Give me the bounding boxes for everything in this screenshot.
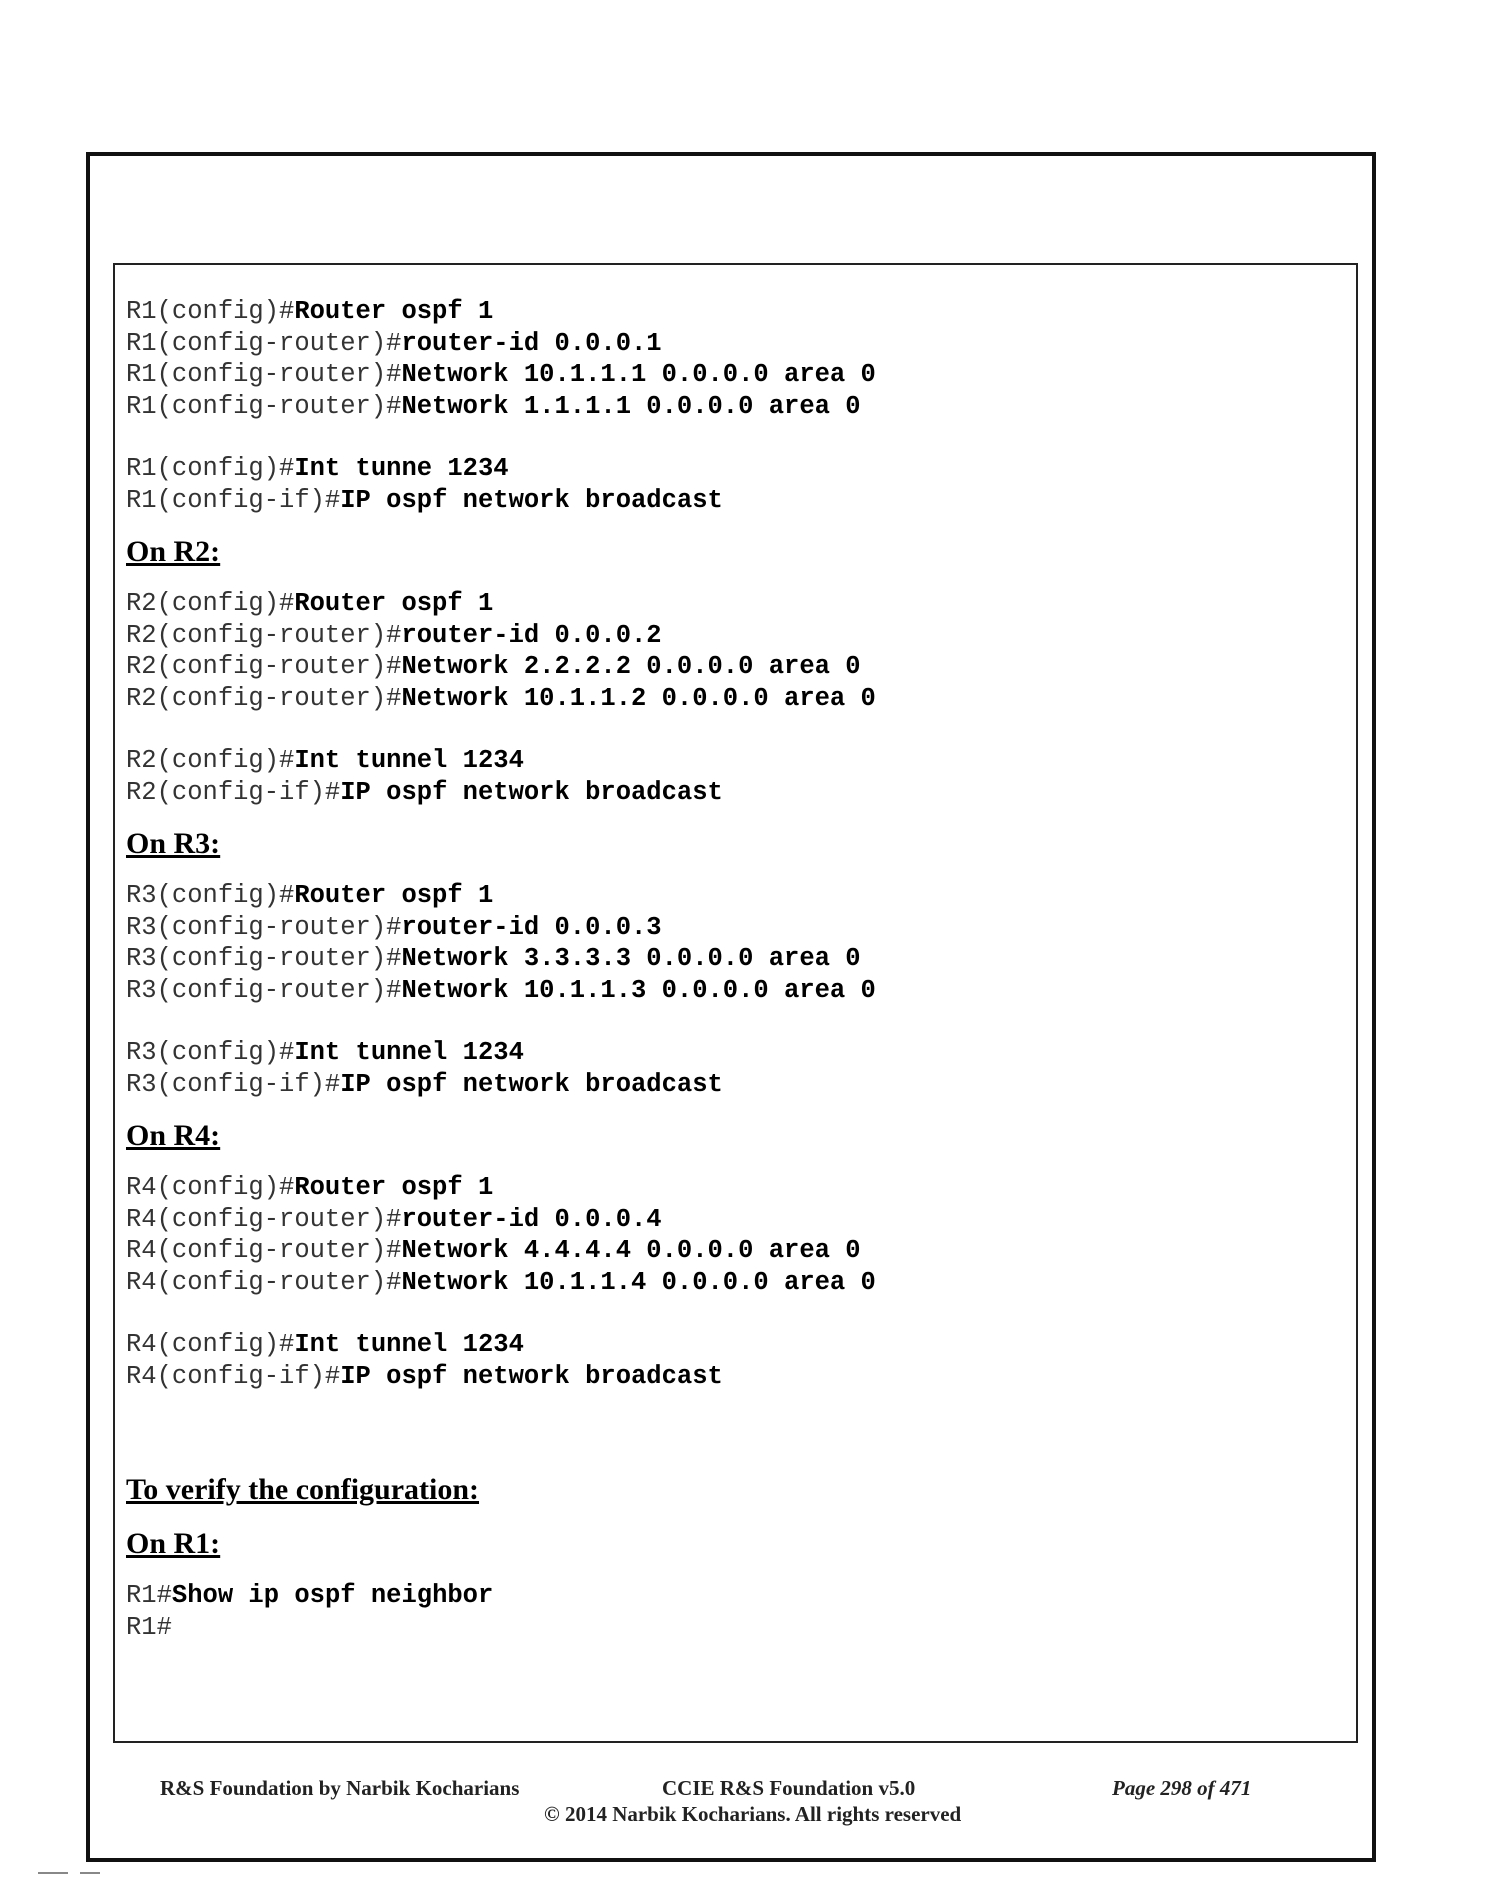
cli-command: Int tunnel 1234 bbox=[294, 746, 524, 775]
cli-line bbox=[126, 359, 1326, 391]
section-heading: To verify the configuration: bbox=[126, 1473, 480, 1506]
spacer bbox=[126, 1562, 1326, 1580]
cli-command: Network 4.4.4.4 0.0.0.0 area 0 bbox=[401, 1236, 861, 1265]
cli-prompt: R2(config)# bbox=[126, 589, 295, 618]
section-heading: On R3: bbox=[126, 827, 221, 860]
cli-prompt: R4(config-router)# bbox=[126, 1267, 402, 1297]
cli-line bbox=[126, 651, 1326, 683]
cli-line bbox=[126, 1204, 1326, 1236]
cli-command: router-id 0.0.0.1 bbox=[401, 328, 662, 358]
cli-command: IP ospf network broadcast bbox=[340, 485, 723, 515]
cli-prompt: R3(config-router)# bbox=[126, 912, 402, 942]
cli-line bbox=[126, 745, 1326, 777]
cli-command: Int tunnel 1234 bbox=[294, 1330, 524, 1359]
cli-line bbox=[126, 975, 1326, 1007]
cli-command: IP ospf network broadcast bbox=[340, 777, 723, 807]
cli-command: Router ospf 1 bbox=[294, 297, 494, 326]
cli-line bbox=[126, 620, 1326, 652]
cli-prompt: R1(config-router)# bbox=[126, 360, 402, 389]
cli-prompt: R1(config-router)# bbox=[126, 391, 402, 421]
cli-prompt: R4(config-router)# bbox=[126, 1236, 402, 1265]
spacer bbox=[126, 808, 1326, 826]
cli-prompt: R3(config-router)# bbox=[126, 975, 402, 1005]
cli-command: Network 10.1.1.3 0.0.0.0 area 0 bbox=[401, 975, 876, 1005]
cli-line bbox=[126, 1069, 1326, 1101]
scan-artifact bbox=[38, 1872, 68, 1874]
cli-line bbox=[126, 943, 1326, 975]
spacer bbox=[126, 1508, 1326, 1526]
spacer bbox=[126, 1454, 1326, 1472]
cli-command: Router ospf 1 bbox=[294, 881, 494, 910]
cli-prompt: R4(config)# bbox=[126, 1330, 295, 1359]
cli-command: router-id 0.0.0.4 bbox=[401, 1204, 662, 1234]
spacer bbox=[126, 516, 1326, 534]
cli-line bbox=[126, 912, 1326, 944]
cli-prompt: R4(config)# bbox=[126, 1173, 295, 1202]
footer-copyright: © 2014 Narbik Kocharians. All rights reserved bbox=[544, 1802, 962, 1826]
cli-command: router-id 0.0.0.2 bbox=[401, 620, 662, 650]
cli-command: Network 1.1.1.1 0.0.0.0 area 0 bbox=[401, 391, 861, 421]
cli-prompt: R2(config)# bbox=[126, 746, 295, 775]
cli-prompt: R1(config-router)# bbox=[126, 328, 402, 358]
cli-command: Int tunnel 1234 bbox=[294, 1038, 524, 1067]
cli-prompt: R2(config-router)# bbox=[126, 683, 402, 713]
cli-line bbox=[126, 683, 1326, 715]
spacer bbox=[126, 570, 1326, 588]
cli-prompt: R1# bbox=[126, 1581, 172, 1610]
cli-line bbox=[126, 485, 1326, 517]
document-body bbox=[126, 296, 1326, 1643]
cli-line bbox=[126, 880, 1326, 912]
cli-prompt: R3(config)# bbox=[126, 1038, 295, 1067]
spacer bbox=[126, 1006, 1326, 1037]
cli-line bbox=[126, 391, 1326, 423]
cli-line bbox=[126, 1235, 1326, 1267]
cli-command: IP ospf network broadcast bbox=[340, 1361, 723, 1391]
cli-prompt: R1(config-if)# bbox=[126, 485, 341, 515]
cli-prompt: R1(config)# bbox=[126, 454, 295, 483]
cli-command: Network 10.1.1.2 0.0.0.0 area 0 bbox=[401, 683, 876, 713]
section-heading: On R2: bbox=[126, 535, 221, 568]
section-heading: On R4: bbox=[126, 1119, 221, 1152]
spacer bbox=[126, 1423, 1326, 1454]
cli-line bbox=[126, 588, 1326, 620]
cli-prompt: R3(config-router)# bbox=[126, 944, 402, 973]
cli-prompt: R4(config-if)# bbox=[126, 1361, 341, 1391]
cli-command: IP ospf network broadcast bbox=[340, 1069, 723, 1099]
cli-command: Router ospf 1 bbox=[294, 589, 494, 618]
spacer bbox=[126, 714, 1326, 745]
cli-command: Network 3.3.3.3 0.0.0.0 area 0 bbox=[401, 944, 861, 973]
cli-line bbox=[126, 1329, 1326, 1361]
cli-prompt: R2(config-router)# bbox=[126, 652, 402, 681]
cli-line bbox=[126, 1267, 1326, 1299]
cli-prompt: R1# bbox=[126, 1612, 172, 1642]
cli-line bbox=[126, 453, 1326, 485]
cli-line bbox=[126, 1612, 1326, 1644]
cli-command: Network 10.1.1.1 0.0.0.0 area 0 bbox=[401, 360, 876, 389]
footer-author: R&S Foundation by Narbik Kocharians bbox=[160, 1776, 520, 1800]
footer-title: CCIE R&S Foundation v5.0 bbox=[662, 1776, 916, 1800]
spacer bbox=[126, 422, 1326, 453]
cli-command: router-id 0.0.0.3 bbox=[401, 912, 662, 942]
cli-prompt: R3(config-if)# bbox=[126, 1069, 341, 1099]
cli-prompt: R3(config)# bbox=[126, 881, 295, 910]
cli-line bbox=[126, 1361, 1326, 1393]
cli-line bbox=[126, 328, 1326, 360]
cli-prompt: R4(config-router)# bbox=[126, 1204, 402, 1234]
cli-line bbox=[126, 296, 1326, 328]
cli-prompt: R1(config)# bbox=[126, 297, 295, 326]
spacer bbox=[126, 862, 1326, 880]
cli-line bbox=[126, 1172, 1326, 1204]
scan-artifact bbox=[80, 1872, 100, 1874]
cli-prompt: R2(config-router)# bbox=[126, 620, 402, 650]
cli-prompt: R2(config-if)# bbox=[126, 777, 341, 807]
cli-command: Router ospf 1 bbox=[294, 1173, 494, 1202]
cli-command: Network 2.2.2.2 0.0.0.0 area 0 bbox=[401, 652, 861, 681]
spacer bbox=[126, 1392, 1326, 1423]
cli-line bbox=[126, 1037, 1326, 1069]
cli-command: Network 10.1.1.4 0.0.0.0 area 0 bbox=[401, 1267, 876, 1297]
cli-line bbox=[126, 1580, 1326, 1612]
section-heading: On R1: bbox=[126, 1527, 221, 1560]
spacer bbox=[126, 1154, 1326, 1172]
footer-page-number: Page 298 of 471 bbox=[1112, 1776, 1252, 1800]
spacer bbox=[126, 1298, 1326, 1329]
cli-command: Show ip ospf neighbor bbox=[171, 1581, 494, 1610]
cli-command: Int tunne 1234 bbox=[294, 454, 509, 483]
spacer bbox=[126, 1100, 1326, 1118]
cli-line bbox=[126, 777, 1326, 809]
